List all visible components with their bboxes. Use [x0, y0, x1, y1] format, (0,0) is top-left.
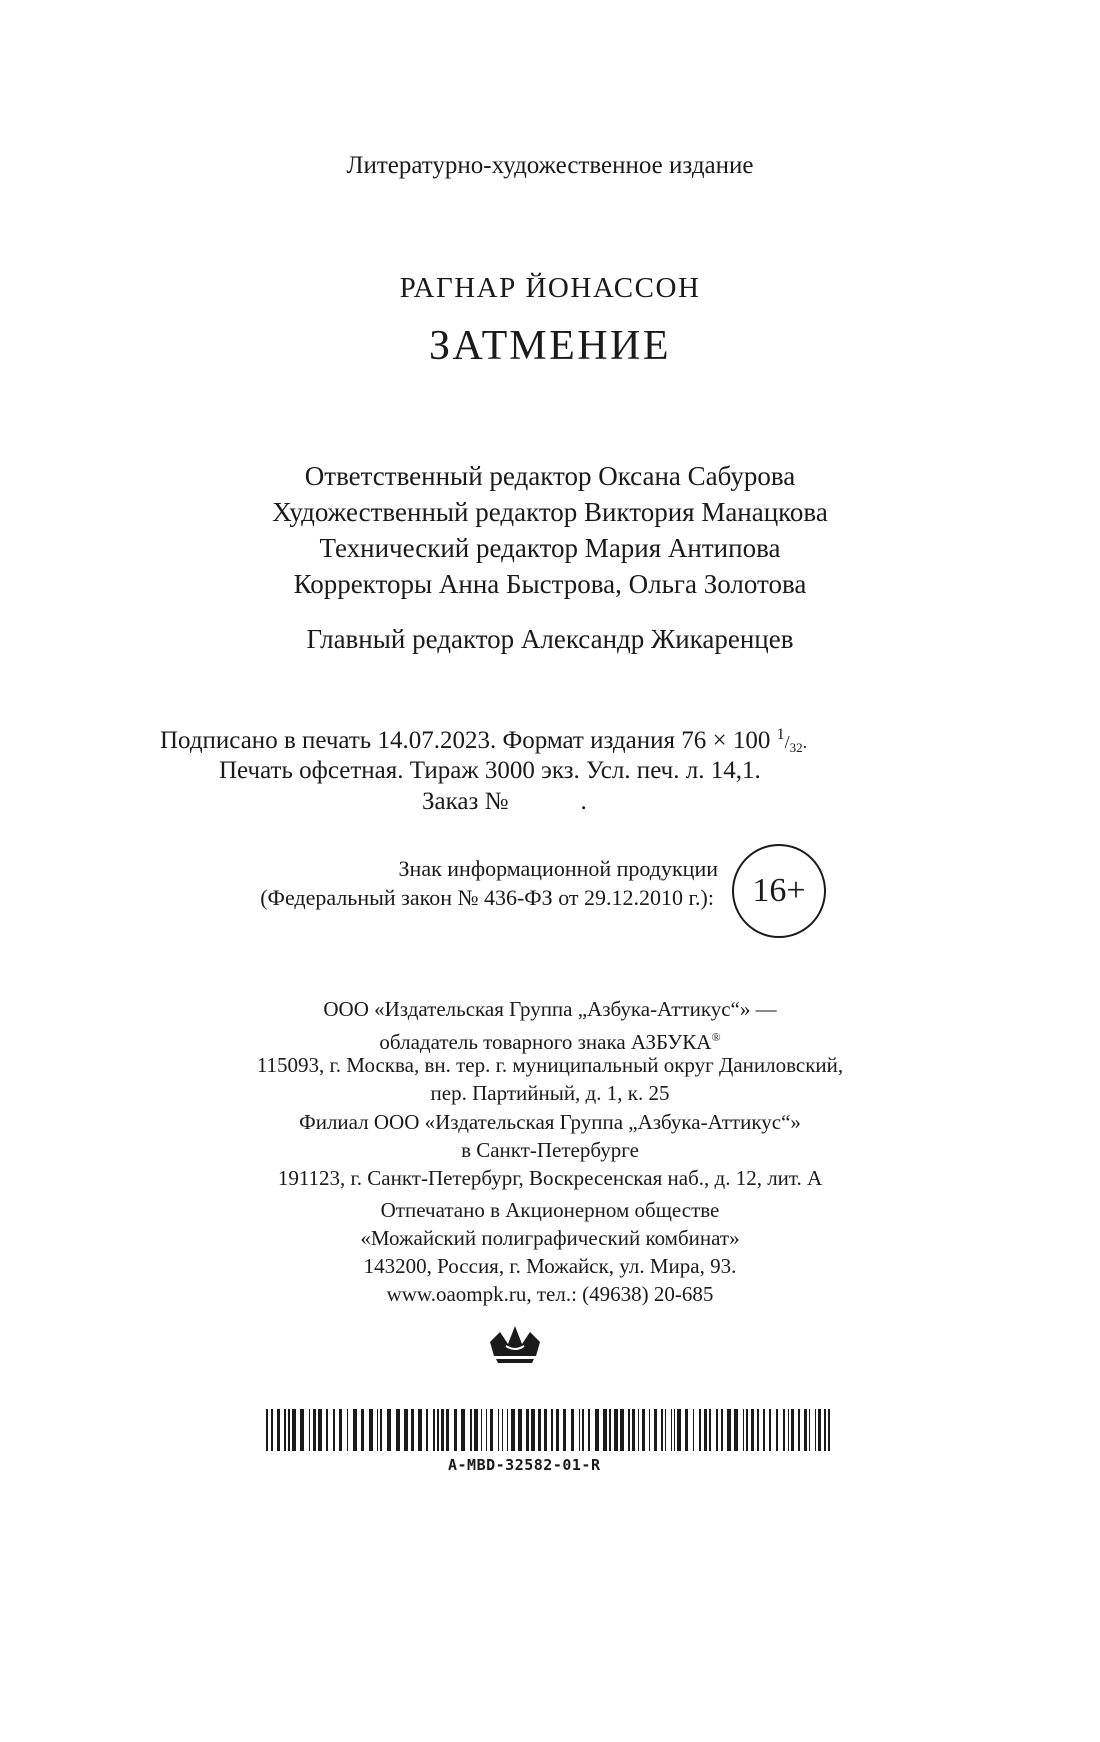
- age-rating: 16+: [752, 872, 806, 909]
- barcode-bar: [377, 1409, 378, 1451]
- barcode-bar: [498, 1409, 499, 1451]
- publisher-block: [0, 995, 1100, 1107]
- printer-line: 143200, Россия, г. Можайск, ул. Мира, 93.: [363, 1254, 737, 1278]
- barcode-bar: [339, 1409, 342, 1451]
- barcode-bar: [571, 1409, 574, 1451]
- barcode-bar: [271, 1409, 273, 1451]
- barcode-bar: [437, 1409, 439, 1451]
- barcode-bar: [563, 1409, 566, 1451]
- publisher-line: обладатель товарного знака АЗБУКА: [379, 1030, 712, 1054]
- barcode-bar: [776, 1409, 778, 1451]
- barcode-bar: [361, 1409, 364, 1451]
- barcode-bar: [828, 1409, 830, 1451]
- barcode-bar: [387, 1409, 391, 1451]
- format-fraction: [776, 726, 808, 755]
- author-name: РАГНАР ЙОНАССОН: [399, 272, 701, 304]
- barcode-bar: [531, 1409, 535, 1451]
- barcode-bar: [699, 1409, 701, 1451]
- fraction-denominator: 32: [789, 740, 803, 755]
- fraction-separator: /: [784, 732, 790, 752]
- print-info-line2: Печать офсетная. Тираж 3000 экз. Усл. печ. л. 14,1.: [219, 757, 761, 784]
- book-title: ЗАТМЕНИЕ: [428, 323, 672, 369]
- barcode-bar: [654, 1409, 657, 1451]
- registered-mark: ®: [711, 1030, 721, 1044]
- fraction-numerator: 1: [776, 726, 785, 743]
- barcode-bar: [579, 1409, 580, 1451]
- barcode-bar: [693, 1409, 694, 1451]
- credit-line: Ответственный редактор Оксана Сабурова: [304, 461, 796, 491]
- order-end: .: [580, 788, 587, 815]
- barcode-bar: [333, 1409, 335, 1451]
- barcode-bar: [769, 1409, 771, 1451]
- barcode-bar: [551, 1409, 553, 1451]
- barcode-bar: [734, 1409, 738, 1451]
- barcode-bar: [709, 1409, 711, 1451]
- order-line: [422, 788, 587, 816]
- barcode-bar: [815, 1409, 816, 1451]
- credit-line: Корректоры Анна Быстрова, Ольга Золотова: [293, 569, 807, 599]
- barcode-bar: [288, 1409, 290, 1451]
- printer-block: [0, 1196, 1100, 1308]
- barcode-bar: [544, 1409, 547, 1451]
- barcode-bar: [603, 1409, 607, 1451]
- barcode-bar: [300, 1409, 304, 1451]
- branch-block: [0, 1108, 1100, 1192]
- barcode-bar: [595, 1409, 599, 1451]
- barcode-bar: [277, 1409, 280, 1451]
- barcode-bar: [791, 1409, 794, 1451]
- barcode-bar: [674, 1409, 675, 1451]
- barcode-bar: [511, 1409, 515, 1451]
- barcode-bar: [783, 1409, 785, 1451]
- barcode-bar: [704, 1409, 707, 1451]
- branch-line: 191123, г. Санкт-Петербург, Воскресенская наб., д. 12, лит. А: [277, 1166, 823, 1190]
- barcode-bar: [638, 1409, 639, 1451]
- print-info-line1: [160, 726, 807, 756]
- barcode-bar: [418, 1409, 422, 1451]
- branch-line: в Санкт-Петербурге: [461, 1138, 639, 1162]
- barcode-bar: [502, 1409, 503, 1451]
- barcode-bar: [318, 1409, 322, 1451]
- barcode-bar: [507, 1409, 508, 1451]
- barcode-bar: [798, 1409, 800, 1451]
- barcode-bar: [486, 1409, 487, 1451]
- barcode-bar: [788, 1409, 789, 1451]
- barcode-bar: [461, 1409, 465, 1451]
- age-rating-badge: [732, 844, 826, 938]
- barcode-bar: [380, 1409, 382, 1451]
- credit-line: Художественный редактор Виктория Манацкова: [272, 497, 828, 527]
- barcode-bar: [490, 1409, 493, 1451]
- barcode-bar: [620, 1409, 624, 1451]
- barcode-bar: [642, 1409, 645, 1451]
- barcode-bar: [628, 1409, 630, 1451]
- barcode-bar: [556, 1409, 559, 1451]
- azbuka-logo-icon: [486, 1322, 544, 1368]
- barcode-bar: [632, 1409, 635, 1451]
- barcode-bar: [284, 1409, 286, 1451]
- barcode-bar: [721, 1409, 723, 1451]
- barcode-bar: [665, 1409, 666, 1451]
- barcode: [264, 1409, 834, 1451]
- genre-label: Литературно-художественное издание: [346, 152, 754, 179]
- printer-line: www.oaompk.ru, тел.: (49638) 20-685: [386, 1282, 714, 1306]
- printer-line: «Можайский полиграфический комбинат»: [360, 1226, 740, 1250]
- barcode-bar: [441, 1409, 444, 1451]
- barcode-bar: [818, 1409, 821, 1451]
- fraction-end: .: [802, 732, 808, 752]
- barcode-bar: [649, 1409, 650, 1451]
- barcode-bar: [763, 1409, 765, 1451]
- credit-line: Технический редактор Мария Антипова: [319, 533, 781, 563]
- barcode-bar: [677, 1409, 681, 1451]
- barcode-bar: [804, 1409, 807, 1451]
- info-sign-line1: Знак информационной продукции: [398, 856, 718, 881]
- barcode-bar: [292, 1409, 296, 1451]
- barcode-bar: [661, 1409, 663, 1451]
- barcode-bar: [743, 1409, 744, 1451]
- barcode-bar: [474, 1409, 478, 1451]
- barcode-bar: [614, 1409, 618, 1451]
- barcode-bar: [433, 1409, 435, 1451]
- barcode-bar: [809, 1409, 810, 1451]
- barcode-bar: [824, 1409, 826, 1451]
- barcode-bar: [454, 1409, 457, 1451]
- barcode-bar: [716, 1409, 718, 1451]
- barcode-bar: [426, 1409, 428, 1451]
- barcode-bar: [470, 1409, 472, 1451]
- printer-line: Отпечатано в Акционерном обществе: [380, 1198, 720, 1222]
- branch-line: Филиал ООО «Издательская Группа „Азбука-Аттикус“»: [299, 1110, 801, 1134]
- barcode-bar: [751, 1409, 754, 1451]
- barcode-bar: [757, 1409, 759, 1451]
- order-label: Заказ №: [422, 788, 509, 815]
- barcode-bar: [411, 1409, 414, 1451]
- credits-list: [0, 458, 1100, 602]
- barcode-bar: [396, 1409, 400, 1451]
- publisher-line: 115093, г. Москва, вн. тер. г. муниципальный округ Даниловский,: [256, 1053, 844, 1077]
- barcode-bar: [518, 1409, 522, 1451]
- barcode-bar: [309, 1409, 310, 1451]
- barcode-bar: [481, 1409, 482, 1451]
- chief-editor-block: [0, 621, 1100, 657]
- barcode-number: A-MBD-32582-01-R: [448, 1456, 601, 1474]
- barcode-bar: [446, 1409, 449, 1451]
- barcode-bar: [266, 1409, 268, 1451]
- barcode-bar: [326, 1409, 328, 1451]
- barcode-bar: [538, 1409, 541, 1451]
- print-format-text: Подписано в печать 14.07.2023. Формат издания 76 × 100: [160, 727, 771, 754]
- publisher-line: ООО «Издательская Группа „Азбука-Аттикус“» —: [323, 997, 777, 1021]
- barcode-bar: [526, 1409, 529, 1451]
- barcode-bar: [671, 1409, 672, 1451]
- barcode-bar: [746, 1409, 748, 1451]
- publisher-line: пер. Партийный, д. 1, к. 25: [430, 1081, 670, 1105]
- barcode-bar: [369, 1409, 373, 1451]
- barcode-bars: [266, 1409, 830, 1451]
- barcode-bar: [313, 1409, 316, 1451]
- barcode-bar: [347, 1409, 348, 1451]
- barcode-bar: [582, 1409, 584, 1451]
- barcode-bar: [727, 1409, 731, 1451]
- publisher-trademark-line: [0, 1023, 1100, 1054]
- barcode-bar: [404, 1409, 408, 1451]
- barcode-bar: [588, 1409, 590, 1451]
- info-sign-line2: (Федеральный закон № 436-ФЗ от 29.12.2010 г.):: [260, 885, 714, 910]
- barcode-bar: [685, 1409, 688, 1451]
- chief-editor: Главный редактор Александр Жикаренцев: [306, 624, 794, 654]
- barcode-bar: [353, 1409, 357, 1451]
- barcode-bar: [609, 1409, 611, 1451]
